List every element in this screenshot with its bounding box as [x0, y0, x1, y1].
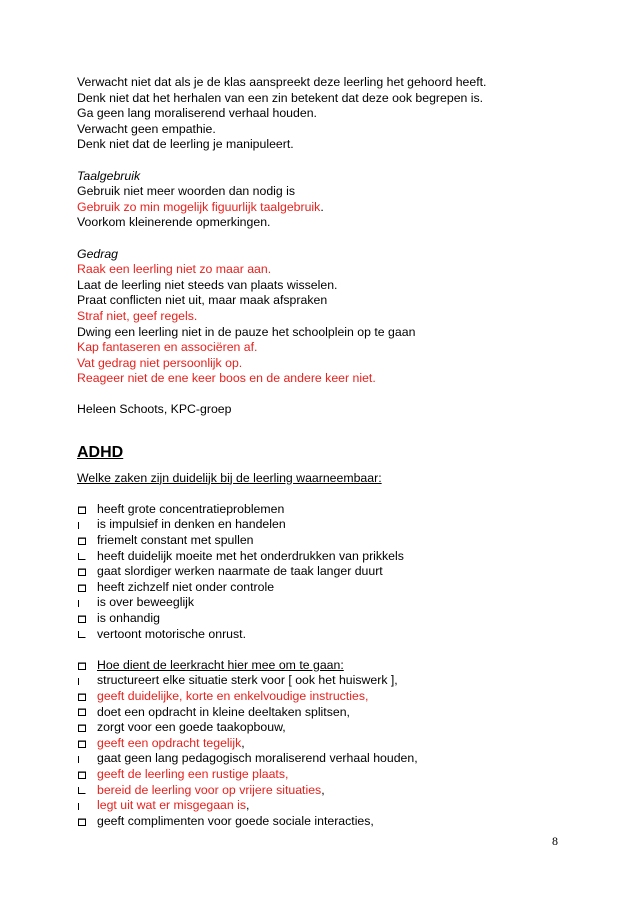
intro-line — [77, 106, 547, 122]
approach-item-text: doet een opdracht in kleine deeltaken splitsen, — [97, 704, 350, 719]
observation-item-text: is onhandig — [97, 611, 160, 625]
approach-item — [77, 720, 547, 736]
approach-item-text: bereid de leerling voor op vrijere situaties — [97, 782, 322, 797]
checkbox-icon — [77, 736, 97, 752]
observation-item-text: friemelt constant met spullen — [97, 533, 254, 548]
taalgebruik-line-text: Gebruik zo min mogelijk figuurlijk taalgebruik — [77, 199, 321, 214]
intro-line-text: Denk niet dat de leerling je manipuleert. — [77, 137, 294, 152]
observation-item-text: is impulsief in denken en handelen — [97, 517, 286, 532]
intro-line-text: Verwacht niet dat als je de klas aanspreekt deze leerling het gehoord heeft. — [77, 75, 487, 89]
observation-item-text: heeft duidelijk moeite met het onderdrukken van prikkels — [97, 548, 404, 563]
intro-line — [77, 122, 547, 138]
checkbox-icon — [77, 720, 97, 736]
checkbox-icon — [77, 611, 97, 627]
intro-section — [77, 75, 547, 153]
adhd-question: Welke zaken zijn duidelijk bij de leerling waarneembaar: — [77, 470, 382, 485]
bar-bullet-icon — [77, 517, 97, 533]
approach-item — [77, 814, 547, 830]
gedrag-line-text: Reageer niet de ene keer boos en de andere keer niet. — [77, 371, 376, 386]
checkbox-icon — [77, 689, 97, 705]
approach-item-text: geeft de leerling een rustige plaats, — [97, 766, 289, 781]
gedrag-line-text: Raak een leerling niet zo maar aan. — [77, 262, 272, 277]
approach-item-text: gaat geen lang pedagogisch moraliserend verhaal houden, — [97, 751, 418, 766]
page-number: 8 — [552, 834, 558, 848]
corner-bullet-icon — [77, 627, 97, 643]
gedrag-line — [77, 309, 547, 325]
approach-heading: Hoe dient de leerkracht hier mee om te gaan: — [97, 657, 344, 672]
gedrag-line-text: Laat de leerling niet steeds van plaats wisselen. — [77, 277, 338, 292]
observation-item — [77, 533, 547, 549]
gedrag-line — [77, 340, 547, 356]
approach-item — [77, 798, 547, 814]
intro-line — [77, 75, 547, 91]
gedrag-line — [77, 325, 547, 341]
approach-item — [77, 767, 547, 783]
approach-item — [77, 751, 547, 767]
taalgebruik-line-text: Gebruik niet meer woorden dan nodig is — [77, 184, 296, 199]
approach-item-text: structureert elke situatie sterk voor [ ook het huiswerk ], — [97, 673, 398, 688]
checkbox-icon — [77, 502, 97, 518]
observation-item — [77, 627, 547, 643]
approach-list — [77, 658, 547, 674]
gedrag-line-text: Vat gedrag niet persoonlijk op. — [77, 355, 243, 370]
gedrag-line-text: Kap fantaseren en associëren af. — [77, 340, 258, 355]
adhd-title: ADHD — [77, 443, 124, 461]
approach-item-text: legt uit wat er misgegaan is — [97, 798, 247, 813]
bar-bullet-icon — [77, 798, 97, 814]
gedrag-line — [77, 293, 547, 309]
author-credit: Heleen Schoots, KPC-groep — [77, 402, 232, 417]
observations-list — [77, 502, 547, 642]
approach-item — [77, 689, 547, 705]
observation-item — [77, 564, 547, 580]
gedrag-line-text: Dwing een leerling niet in de pauze het schoolplein op te gaan — [77, 324, 416, 339]
observation-item-text: is over beweeglijk — [97, 595, 195, 610]
gedrag-line-text: Straf niet, geef regels. — [77, 308, 198, 323]
bar-bullet-icon — [77, 673, 97, 689]
gedrag-line-text: Praat conflicten niet uit, maar maak afspraken — [77, 293, 328, 308]
bar-bullet-icon — [77, 751, 97, 767]
intro-line-text: Ga geen lang moraliserend verhaal houden. — [77, 106, 317, 121]
gedrag-line — [77, 262, 547, 278]
intro-line-text: Verwacht geen empathie. — [77, 121, 216, 136]
gedrag-section — [77, 247, 547, 387]
page-content — [77, 75, 547, 829]
approach-item-punctuation: , — [246, 798, 250, 813]
observation-item — [77, 517, 547, 533]
observation-item-text: heeft zichzelf niet onder controle — [97, 579, 275, 594]
approach-item-text: zorgt voor een goede taakopbouw, — [97, 720, 286, 735]
gedrag-heading: Gedrag — [77, 246, 119, 261]
intro-line-text: Denk niet dat het herhalen van een zin betekent dat deze ook begrepen is. — [77, 90, 484, 105]
approach-items — [77, 673, 547, 829]
approach-item-punctuation: , — [241, 735, 245, 750]
observation-item-text: gaat slordiger werken naarmate de taak langer duurt — [97, 564, 383, 579]
observation-item-text: vertoont motorische onrust. — [97, 626, 246, 641]
taalgebruik-line — [77, 215, 547, 231]
taalgebruik-line-text: Voorkom kleinerende opmerkingen. — [77, 215, 271, 230]
intro-line — [77, 137, 547, 153]
approach-item — [77, 705, 547, 721]
checkbox-icon — [77, 658, 97, 674]
checkbox-icon — [77, 814, 97, 830]
taalgebruik-line — [77, 184, 547, 200]
bar-bullet-icon — [77, 595, 97, 611]
approach-item — [77, 736, 547, 752]
gedrag-line — [77, 356, 547, 372]
checkbox-icon — [77, 767, 97, 783]
checkbox-icon — [77, 564, 97, 580]
gedrag-line — [77, 371, 547, 387]
approach-heading-item — [77, 658, 547, 674]
taalgebruik-line — [77, 200, 547, 216]
taalgebruik-section — [77, 169, 547, 231]
checkbox-icon — [77, 580, 97, 596]
taalgebruik-heading: Taalgebruik — [77, 168, 141, 183]
approach-item-punctuation: , — [321, 782, 325, 797]
approach-item-text: geeft een opdracht tegelijk — [97, 735, 242, 750]
observation-item-text: heeft grote concentratieproblemen — [97, 501, 285, 516]
approach-item-text: geeft complimenten voor goede sociale interacties, — [97, 813, 374, 828]
gedrag-line — [77, 278, 547, 294]
checkbox-icon — [77, 705, 97, 721]
corner-bullet-icon — [77, 783, 97, 799]
approach-item-text: geeft duidelijke, korte en enkelvoudige instructies, — [97, 688, 369, 703]
approach-item — [77, 673, 547, 689]
observation-item — [77, 502, 547, 518]
corner-bullet-icon — [77, 549, 97, 565]
checkbox-icon — [77, 533, 97, 549]
intro-line — [77, 91, 547, 107]
observation-item — [77, 549, 547, 565]
taalgebruik-line-punctuation: . — [320, 199, 324, 214]
observation-item — [77, 611, 547, 627]
observation-item — [77, 580, 547, 596]
observation-item — [77, 595, 547, 611]
approach-item — [77, 783, 547, 799]
